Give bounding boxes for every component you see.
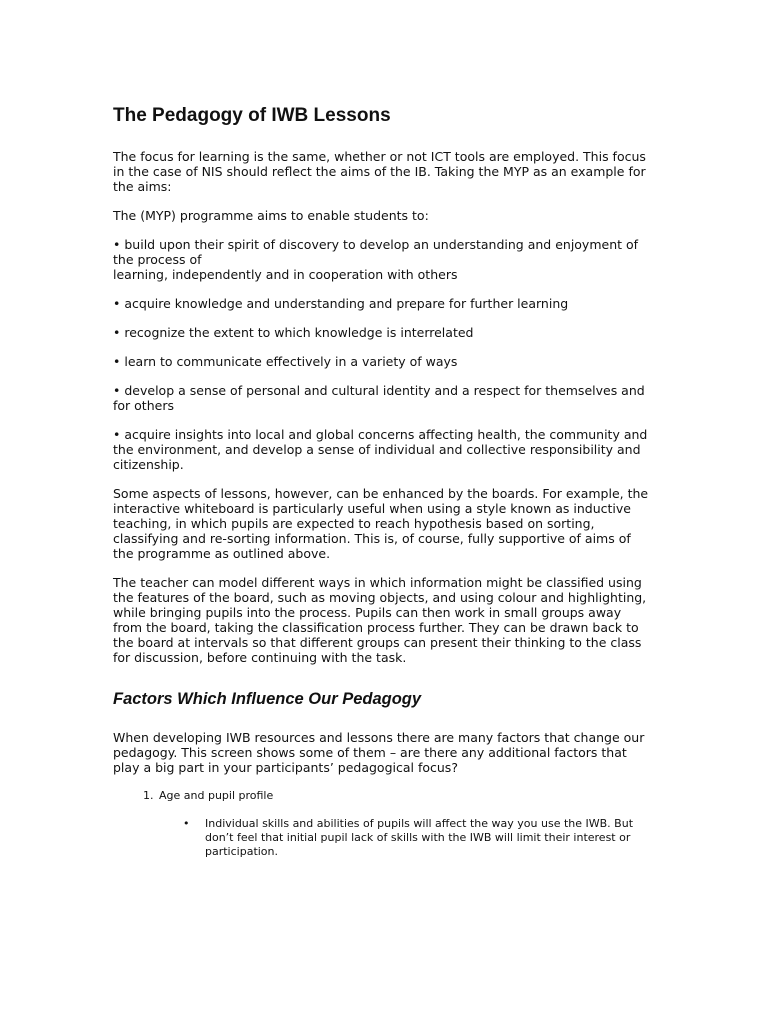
aim-item-6	[113, 427, 653, 472]
aim-item-1-line1: build upon their spirit of discovery to develop an understanding and enjoyment of the process of	[113, 237, 639, 267]
document-page	[113, 104, 653, 859]
aim-item-3	[113, 325, 653, 340]
factor-sublist	[159, 817, 653, 859]
document-title: The Pedagogy of IWB Lessons	[113, 105, 391, 126]
factors-paragraph: When developing IWB resources and lessons there are many factors that change our pedagogy. This screen shows some of them – are there any additional factors that play a big part in your participants’ pedagogical focus?	[113, 730, 645, 775]
intro-paragraph: The focus for learning is the same, whether or not ICT tools are employed. This focus in the case of NIS should reflect the aims of the IB. Taking the MYP as an example for the aims:	[113, 149, 646, 194]
aim-item-4	[113, 354, 653, 369]
section-subtitle: Factors Which Influence Our Pedagogy	[113, 690, 422, 708]
aim-item-1	[113, 237, 653, 282]
aim-item-4-text: learn to communicate effectively in a variety of ways	[124, 354, 458, 369]
bullet-glyph: •	[113, 427, 121, 442]
bullet-glyph: •	[113, 325, 121, 340]
bullet-glyph: •	[113, 354, 121, 369]
aim-item-2	[113, 296, 653, 311]
factor-item-1	[157, 789, 653, 859]
aim-item-5-text: develop a sense of personal and cultural identity and a respect for themselves and for others	[113, 383, 645, 413]
bullet-glyph: •	[113, 296, 121, 311]
aim-item-3-text: recognize the extent to which knowledge is interrelated	[124, 325, 474, 340]
teacher-model-paragraph: The teacher can model different ways in which information might be classified using the features of the board, such as moving objects, and using colour and highlighting, while bringing pupils into the process. Pupils can then work in small groups away from the board, taking the classification process further. They can be drawn back to the board at intervals so that different groups can present their thinking to the class for discussion, before continuing with the task.	[113, 575, 647, 665]
bullet-glyph: •	[113, 237, 121, 252]
factors-list	[113, 789, 653, 859]
enhanced-lessons-paragraph: Some aspects of lessons, however, can be enhanced by the boards. For example, the interactive whiteboard is particularly useful when using a style known as inductive teaching, in which pupils are expected to reach hypothesis based on sorting, classifying and re-sorting information. This is, of course, fully supportive of aims of the programme as outlined above.	[113, 486, 649, 561]
aim-item-5	[113, 383, 653, 413]
bullet-glyph: •	[113, 383, 121, 398]
aim-item-6-text: acquire insights into local and global concerns affecting health, the community and the environment, and develop a sense of individual and collective responsibility and citizenship.	[113, 427, 648, 472]
factor-item-1-label: Age and pupil profile	[159, 789, 274, 802]
aim-item-1-line2: learning, independently and in cooperation with others	[113, 267, 458, 282]
aim-item-2-text: acquire knowledge and understanding and prepare for further learning	[124, 296, 569, 311]
aims-lead-paragraph: The (MYP) programme aims to enable students to:	[113, 208, 429, 223]
factor-subitem-1: • Individual skills and abilities of pupils will affect the way you use the IWB. But don’t feel that initial pupil lack of skills with the IWB will limit their interest or participation.	[183, 817, 653, 859]
